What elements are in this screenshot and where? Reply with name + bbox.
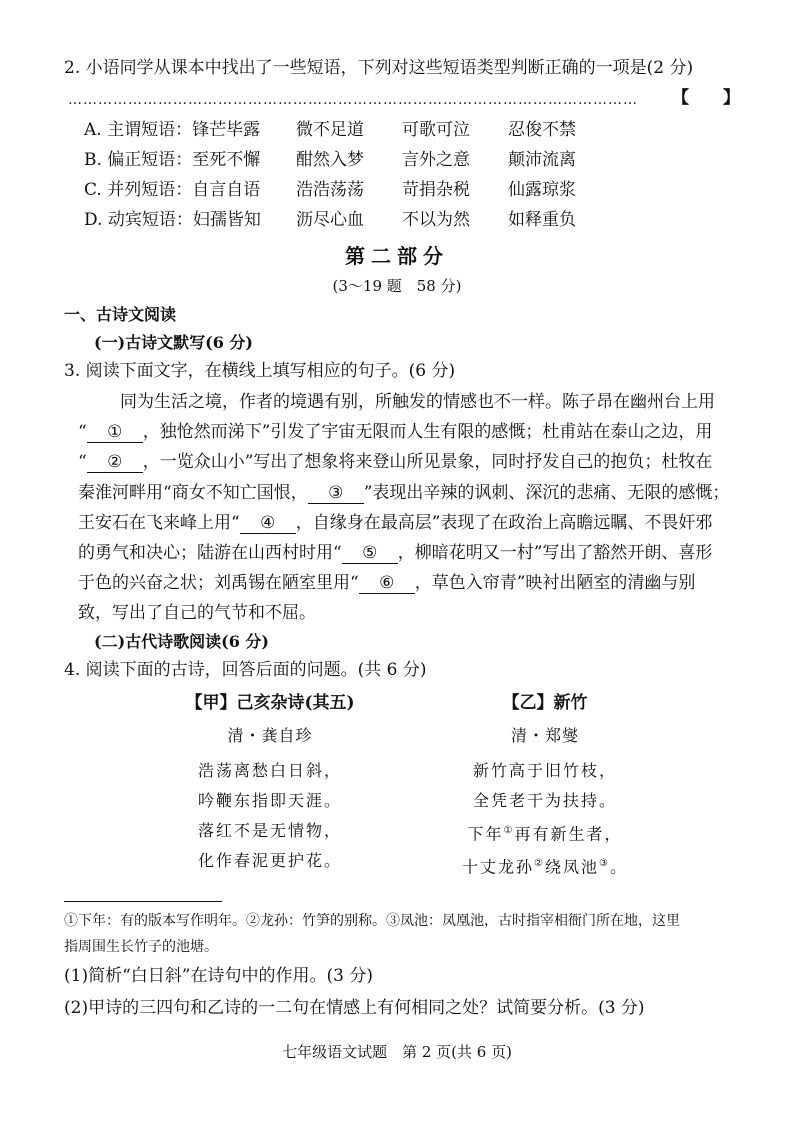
section-heading: 一、古诗文阅读	[64, 305, 177, 324]
passage-text: ，自缘身在最高层”表现了在政治上高瞻远瞩、不畏奸邪	[295, 512, 713, 533]
passage-line	[78, 538, 734, 568]
footnote-divider	[64, 901, 222, 902]
passage-line	[78, 568, 734, 598]
fill-blank-3: ③	[308, 483, 364, 504]
option-label: C. 并列短语：自言自语	[84, 180, 261, 200]
subsection-heading: (一)古诗文默写(6 分)	[94, 333, 253, 352]
fill-blank-5: ⑤	[342, 543, 398, 564]
poem-line: 浩荡离愁白日斜，	[197, 761, 342, 780]
passage-line: 同为生活之境，作者的境遇有别，所触发的情感也不一样。陈子昂在幽州台上用	[120, 392, 715, 412]
option-item: 忍俊不禁	[508, 120, 576, 140]
footnote-mark: ③	[599, 858, 610, 870]
passage-text: ，草色入帘青”映衬出陋室的清幽与别	[414, 573, 696, 594]
option-item: 酣然入梦	[296, 150, 364, 170]
passage-line	[78, 417, 734, 447]
footnote-mark: ②	[534, 858, 545, 870]
passage-line	[78, 447, 734, 477]
fill-blank-1: ①	[87, 422, 143, 443]
passage-text: ，独怆然而涕下”引发了宇宙无限而人生有限的感慨；杜甫站在泰山之边，用	[142, 422, 713, 443]
poem-line	[430, 816, 660, 849]
poem-b	[430, 688, 660, 883]
passage-text: 的勇气和决心；陆游在山西村时用“	[78, 543, 342, 564]
option-label: D. 动宾短语：妇孺皆知	[84, 210, 261, 230]
poem-title: 【乙】新竹	[502, 693, 588, 713]
poem-line: 新竹高于旧竹枝，	[472, 761, 617, 780]
passage-text: 于色的兴奋之状；刘禹锡在陋室里用“	[78, 573, 359, 594]
poem-text: 再有新生者，	[514, 824, 623, 844]
answer-bracket: 【 】	[672, 88, 740, 108]
option-item: 颠沛流离	[508, 150, 576, 170]
passage-text: ，柳暗花明又一村”写出了豁然开朗、喜形	[397, 543, 713, 564]
option-item: 仙露琼浆	[508, 180, 576, 200]
fill-blank-4: ④	[240, 513, 296, 534]
poem-line	[430, 849, 660, 882]
poem-author: 清・郑燮	[510, 726, 579, 745]
option-item: 微不足道	[296, 120, 364, 140]
subsection-heading: (二)古代诗歌阅读(6 分)	[94, 632, 269, 651]
fill-blank-2: ②	[87, 452, 143, 473]
poem-line: 化作春泥更护花。	[197, 851, 342, 870]
poem-author: 清・龚自珍	[227, 726, 313, 745]
passage-text: ”表现出辛辣的讽刺、深沉的悲痛、无限的感慨；	[363, 482, 730, 503]
option-item: 不以为然	[402, 210, 470, 230]
question-3-passage	[78, 387, 734, 629]
part-title: 第二部分	[345, 244, 449, 268]
part-subtitle: (3～19 题 58 分)	[332, 277, 462, 295]
question-4-title: 4. 阅读下面的古诗，回答后面的问题。(共 6 分)	[64, 660, 427, 680]
poem-line: 全凭老干为扶持。	[472, 791, 617, 810]
page-footer: 七年级语文试题 第 2 页(共 6 页)	[282, 1043, 512, 1061]
sub-question-2: (2)甲诗的三四句和乙诗的一二句在情感上有何相同之处？试简要分析。(3 分)	[64, 998, 645, 1018]
quote-mark: “	[78, 422, 87, 443]
option-item: 苛捐杂税	[402, 180, 470, 200]
option-label: A. 主谓短语：锋芒毕露	[84, 120, 261, 140]
option-item: 如释重负	[508, 210, 576, 230]
fill-blank-6: ⑥	[359, 573, 415, 594]
poem-line: 落红不是无情物，	[197, 821, 342, 840]
poem-a	[150, 688, 390, 876]
poem-text: 十丈龙孙	[462, 857, 535, 877]
passage-line	[78, 478, 734, 508]
poem-text: 。	[609, 857, 628, 877]
option-item: 可歌可泣	[402, 120, 470, 140]
footnote-line: 指周围生长竹子的池塘。	[64, 939, 218, 955]
option-item: 浩浩荡荡	[296, 180, 364, 200]
question-2-title: 2. 小语同学从课本中找出了一些短语，下列对这些短语类型判断正确的一项是(2 分)	[64, 58, 694, 78]
option-label: B. 偏正短语：至死不懈	[84, 150, 261, 170]
passage-text: ，一览众山小”写出了想象将来登山所见景象，同时抒发自己的抱负；杜牧在	[142, 452, 713, 473]
option-item: 言外之意	[402, 150, 470, 170]
passage-line: 致，写出了自己的气节和不屈。	[78, 603, 316, 624]
footnote-mark: ①	[503, 825, 515, 836]
passage-text: 秦淮河畔用“商女不知亡国恨，	[78, 482, 308, 503]
footnote-line: ①下年：有的版本写作明年。②龙孙：竹笋的别称。③凤池：凤凰池，古时指宰相衙门所在地，这里	[64, 913, 680, 929]
quote-mark: “	[78, 452, 87, 473]
answer-leader-dots: ……………………………………………………………………………………………………	[68, 92, 638, 108]
poem-title: 【甲】己亥杂诗(其五)	[185, 693, 355, 713]
passage-text: 王安石在飞来峰上用“	[78, 512, 240, 533]
sub-question-1: (1)简析“白日斜”在诗句中的作用。(3 分)	[64, 966, 373, 986]
poem-line: 吟鞭东指即天涯。	[197, 791, 342, 810]
poem-text: 下年	[467, 824, 504, 844]
poem-text: 绕凤池	[544, 857, 599, 877]
question-3-title: 3. 阅读下面文字，在横线上填写相应的句子。(6 分)	[64, 361, 456, 381]
passage-line	[78, 508, 734, 538]
option-item: 沥尽心血	[296, 210, 364, 230]
